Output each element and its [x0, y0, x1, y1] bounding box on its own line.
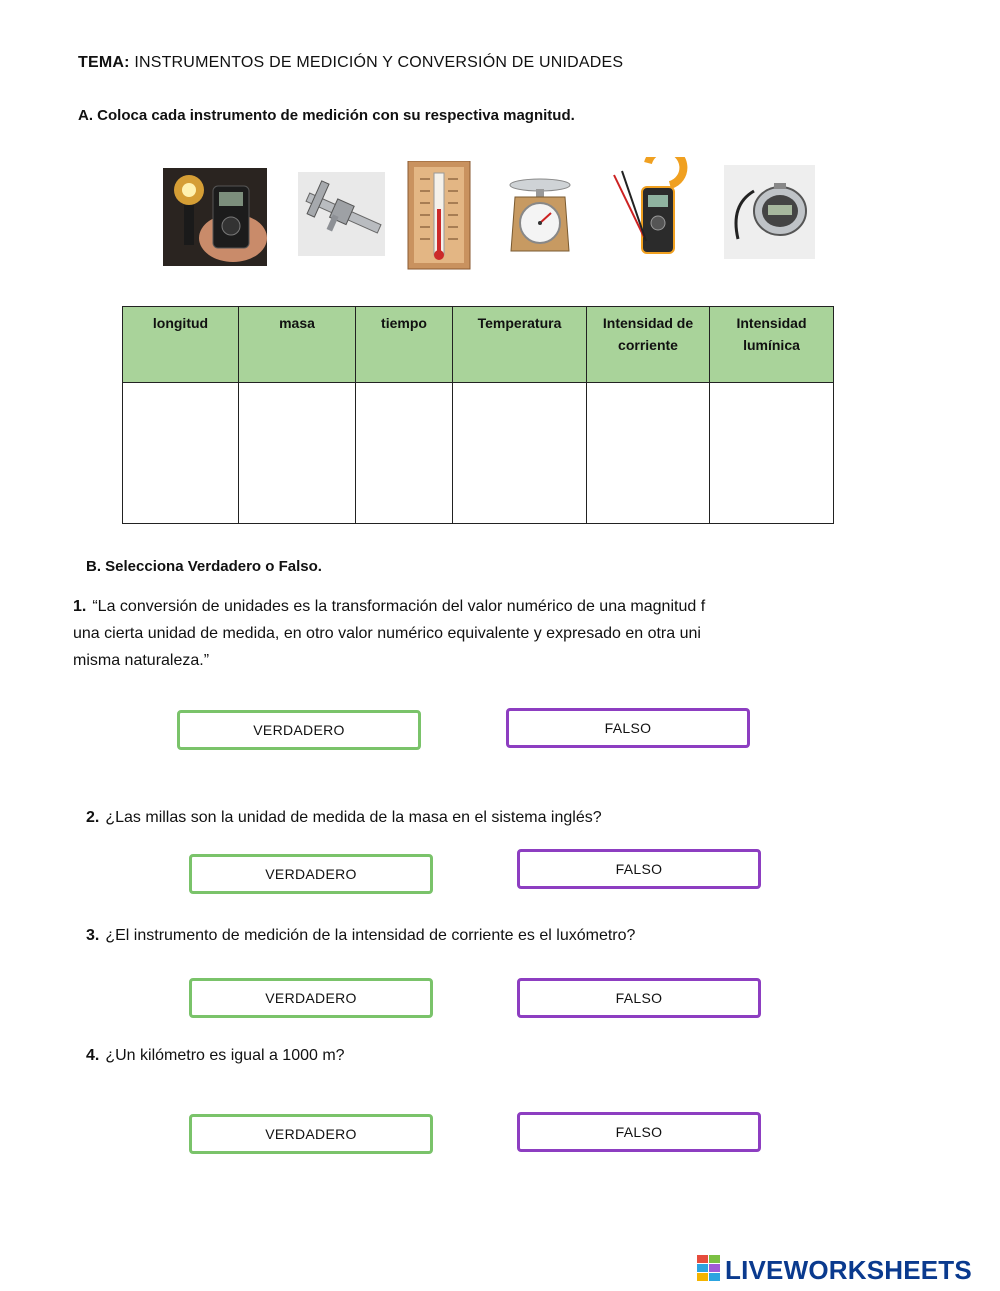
topic-label: TEMA:: [78, 54, 130, 71]
liveworksheets-logo: [697, 1255, 972, 1286]
table-header-row: [123, 307, 834, 383]
termometro-image[interactable]: [406, 161, 472, 273]
drop-cell-intensidad-corriente[interactable]: [587, 383, 710, 524]
question-2: [86, 804, 602, 831]
q4-verdadero-button[interactable]: VERDADERO: [189, 1114, 433, 1154]
header-intensidad-corriente: Intensidad de corriente: [587, 307, 710, 383]
question-number: 1.: [73, 598, 87, 615]
question-1-line-2: una cierta unidad de medida, en otro valor numérico equivalente y expresado en otra uni: [73, 625, 701, 642]
q1-falso-button[interactable]: FALSO: [506, 708, 750, 748]
question-text: “La conversión de unidades es la transformación del valor numérico de una magnitud f: [92, 598, 706, 615]
drop-cell-tiempo[interactable]: [356, 383, 453, 524]
question-3: [86, 922, 635, 949]
question-number: 4.: [86, 1047, 100, 1064]
calibrador-image[interactable]: [298, 172, 385, 256]
q3-verdadero-button[interactable]: VERDADERO: [189, 978, 433, 1018]
question-1-line-3: misma naturaleza.”: [73, 652, 210, 669]
header-intensidad-luminica: Intensidad lumínica: [710, 307, 834, 383]
topic-text: INSTRUMENTOS DE MEDICIÓN Y CONVERSIÓN DE UNIDADES: [134, 54, 624, 71]
header-longitud: longitud: [123, 307, 239, 383]
topic-title: [78, 54, 623, 72]
magnitudes-table: [122, 306, 834, 524]
question-text: ¿El instrumento de medición de la intensidad de corriente es el luxómetro?: [105, 927, 636, 944]
drop-cell-temperatura[interactable]: [453, 383, 587, 524]
question-4: [86, 1042, 345, 1069]
amperimetro-image[interactable]: [608, 157, 690, 259]
drop-cell-longitud[interactable]: [123, 383, 239, 524]
q1-verdadero-button[interactable]: VERDADERO: [177, 710, 421, 750]
logo-blocks-icon: [697, 1255, 721, 1286]
q2-falso-button[interactable]: FALSO: [517, 849, 761, 889]
question-text: ¿Las millas son la unidad de medida de la masa en el sistema inglés?: [105, 809, 602, 826]
drop-cell-masa[interactable]: [239, 383, 356, 524]
header-tiempo: tiempo: [356, 307, 453, 383]
balanza-image[interactable]: [505, 175, 575, 257]
section-b-title: B. Selecciona Verdadero o Falso.: [86, 558, 322, 575]
header-masa: masa: [239, 307, 356, 383]
question-text: ¿Un kilómetro es igual a 1000 m?: [105, 1047, 345, 1064]
question-1: [73, 593, 800, 674]
table-drop-row: [123, 383, 834, 524]
question-number: 3.: [86, 927, 100, 944]
logo-text: LIVEWORKSHEETS: [725, 1255, 972, 1285]
question-number: 2.: [86, 809, 100, 826]
section-a-title: A. Coloca cada instrumento de medición con su respectiva magnitud.: [78, 107, 575, 124]
q2-verdadero-button[interactable]: VERDADERO: [189, 854, 433, 894]
q3-falso-button[interactable]: FALSO: [517, 978, 761, 1018]
luxometro-image[interactable]: [163, 168, 267, 266]
cronometro-image[interactable]: [724, 165, 815, 259]
question-1-line-1: [73, 593, 800, 620]
header-temperatura: Temperatura: [453, 307, 587, 383]
q4-falso-button[interactable]: FALSO: [517, 1112, 761, 1152]
drop-cell-intensidad-luminica[interactable]: [710, 383, 834, 524]
